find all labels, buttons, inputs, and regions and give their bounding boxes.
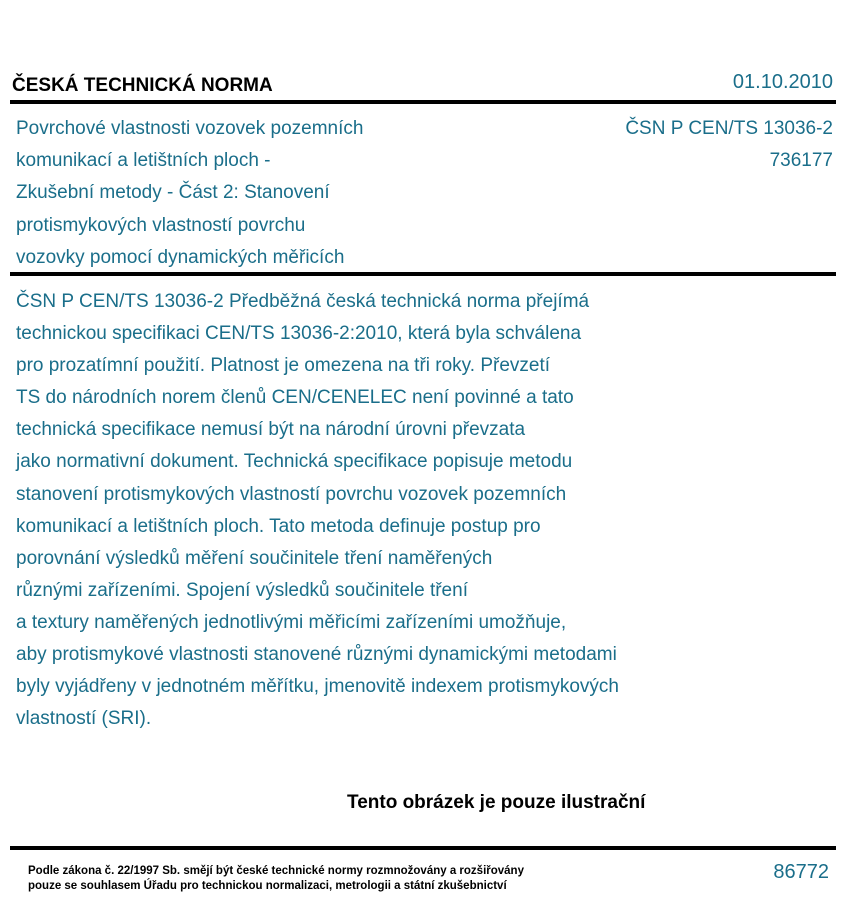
description-line: vlastností (SRI). (16, 708, 152, 730)
description-line: TS do národních norem členů CEN/CENELEC není povinné a tato (16, 387, 574, 409)
legal-notice-line: pouze se souhlasem Úřadu pro technickou normalizaci, metrologii a státní zkušebnictví (28, 880, 507, 892)
description-line: jako normativní dokument. Technická specifikace popisuje metodu (16, 451, 573, 473)
description-line: technickou specifikaci CEN/TS 13036-2:2010, která byla schválena (16, 323, 582, 345)
description-line: a textury naměřených jednotlivými měřicími zařízeními umožňuje, (16, 611, 567, 633)
standard-identifier (625, 113, 833, 177)
standard-title-line: vozovky pomocí dynamických měřicích (16, 246, 345, 268)
standard-title-line: Povrchové vlastnosti vozovek pozemních (16, 118, 364, 139)
catalog-number: 86772 (773, 861, 829, 883)
standard-designation: ČSN P CEN/TS 13036-2 (625, 118, 833, 139)
standard-title-line: komunikací a letištních ploch - (16, 150, 271, 172)
description-line: technická specifikace nemusí být na národní úrovni převzata (16, 419, 526, 441)
footer-divider (10, 846, 836, 850)
standard-description (16, 286, 736, 735)
description-line: porovnání výsledků měření součinitele tření naměřených (16, 547, 493, 569)
description-line: byly vyjádřeny v jednotném měřítku, jmenovitě indexem protismykových (16, 676, 619, 698)
issue-date: 01.10.2010 (732, 71, 833, 93)
description-line: komunikací a letištních ploch. Tato metoda definuje postup pro (16, 515, 541, 537)
description-line: různými zařízeními. Spojení výsledků součinitele tření (16, 579, 468, 601)
illustrative-note: Tento obrázek je pouze ilustrační (347, 792, 646, 813)
description-line: aby protismykové vlastnosti stanovené různými dynamickými metodami (16, 644, 617, 666)
description-line: ČSN P CEN/TS 13036-2 Předběžná česká technická norma přejímá (16, 291, 590, 312)
standard-title-line: Zkušební metody - Část 2: Stanovení (16, 182, 330, 204)
description-line: stanovení protismykových vlastností povrchu vozovek pozemních (16, 483, 567, 505)
title-divider (10, 272, 836, 276)
legal-notice-line: Podle zákona č. 22/1997 Sb. smějí být české technické normy rozmnožovány a rozšiřovány (28, 865, 524, 877)
standard-class-number: 736177 (769, 150, 833, 172)
description-line: pro prozatímní použití. Platnost je omezena na tři roky. Převzetí (16, 355, 551, 377)
header-divider (10, 100, 836, 104)
standard-title (16, 113, 436, 274)
document-header-title: ČESKÁ TECHNICKÁ NORMA (12, 75, 273, 96)
legal-notice (28, 864, 524, 894)
standard-title-line: protismykových vlastností povrchu (16, 214, 306, 236)
